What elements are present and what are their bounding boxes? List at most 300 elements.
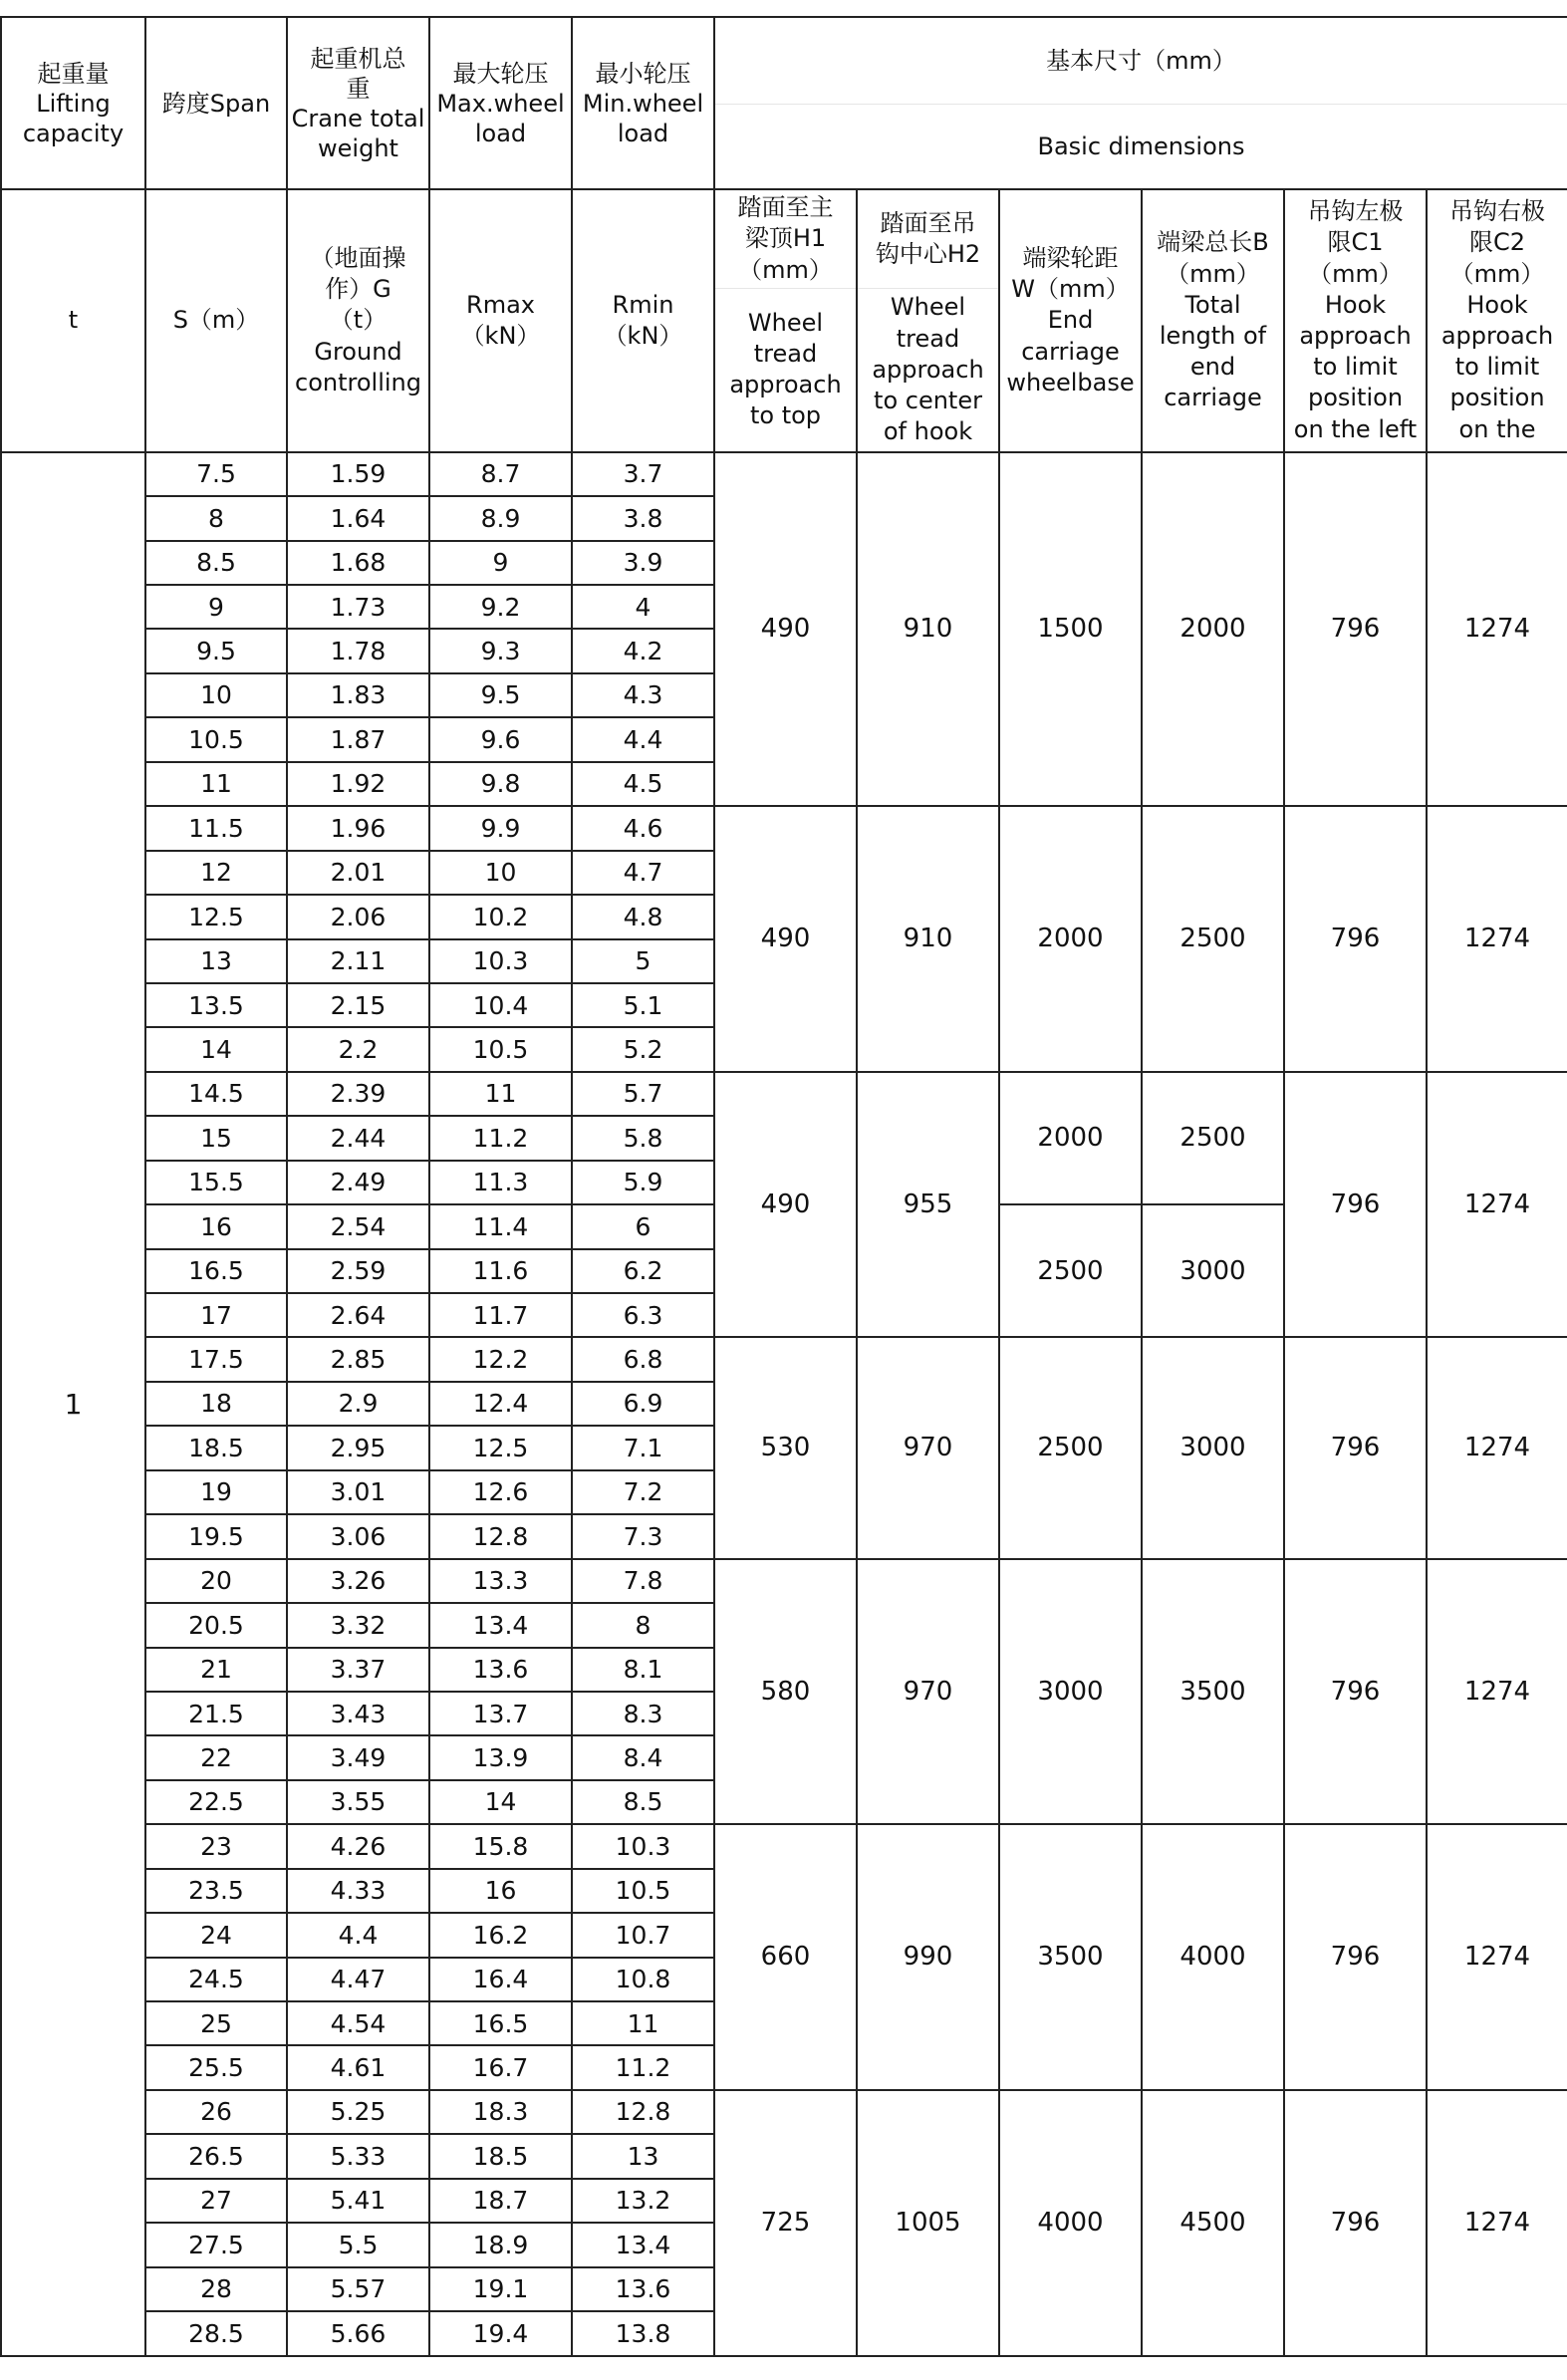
h1-cell: 490 [714,806,857,1072]
header-basic-dimensions-en: Basic dimensions [714,105,1567,190]
subheader-c1 [1284,189,1427,451]
rmin-cell: 3.9 [572,541,714,585]
span-cell: 14 [145,1027,287,1071]
subheader-h1-en-line: approach [729,371,842,399]
weight-cell: 3.06 [287,1514,429,1558]
header-max-wheel-load [429,17,572,189]
subheader-c1-line: 限C1 [1327,228,1384,257]
subheader-t [1,189,145,451]
span-cell: 12.5 [145,895,287,938]
rmax-cell: 12.6 [429,1470,572,1514]
rmax-cell: 10.3 [429,939,572,983]
b-cell: 2000 [1142,452,1284,807]
rmin-cell: 5.2 [572,1027,714,1071]
subheader-rmin [572,189,714,451]
rmin-cell: 13.8 [572,2311,714,2356]
rmax-cell: 12.5 [429,1426,572,1469]
rmax-cell: 10.2 [429,895,572,938]
subheader-w-line: carriage [1021,337,1120,366]
weight-cell: 4.4 [287,1913,429,1957]
rmin-cell: 8.3 [572,1692,714,1735]
subheader-c2 [1427,189,1567,451]
rmax-cell: 9.8 [429,762,572,806]
subheader-weight-g [287,189,429,451]
span-cell: 16.5 [145,1249,287,1293]
weight-cell: 2.9 [287,1382,429,1426]
h2-cell: 970 [857,1559,999,1825]
weight-cell: 4.47 [287,1958,429,2001]
rmin-cell: 13.2 [572,2179,714,2223]
header-lifting-capacity-line: 起重量 [37,59,110,88]
header-min-wheel-load [572,17,714,189]
subheader-b-line: length of [1159,321,1267,350]
subheader-weight-g-line: 作）G [325,275,392,304]
rmin-cell: 10.3 [572,1824,714,1868]
weight-cell: 5.41 [287,2179,429,2223]
rmax-cell: 13.7 [429,1692,572,1735]
table-row [1,452,1567,496]
span-cell: 22.5 [145,1780,287,1824]
weight-cell: 1.73 [287,585,429,629]
rmax-cell: 18.3 [429,2090,572,2134]
rmax-cell: 8.9 [429,496,572,540]
b-cell: 3000 [1142,1337,1284,1558]
subheader-w-line: wheelbase [1006,368,1135,397]
subheader-h2-en-line: of hook [883,417,973,446]
span-cell: 23.5 [145,1869,287,1913]
weight-cell: 1.92 [287,762,429,806]
header-row [1,17,1567,105]
span-cell: 24.5 [145,1958,287,2001]
c1-cell: 796 [1284,2090,1427,2356]
weight-cell: 3.26 [287,1559,429,1603]
rmin-cell: 3.7 [572,452,714,496]
weight-cell: 1.87 [287,717,429,761]
rmin-cell: 4.2 [572,629,714,672]
capacity-cell: 1 [1,452,145,2356]
subheader-c2-line: on the [1458,414,1536,443]
rmax-cell: 11.3 [429,1161,572,1204]
subheader-h1-cn-line: 踏面至主 [737,193,834,222]
weight-cell: 2.49 [287,1161,429,1204]
span-cell: 25 [145,2001,287,2045]
span-cell: 22 [145,1735,287,1779]
rmax-cell: 19.1 [429,2267,572,2311]
c2-cell: 1274 [1427,2090,1567,2356]
weight-cell: 2.64 [287,1293,429,1337]
w-cell: 2500 [999,1204,1142,1337]
span-cell: 27 [145,2179,287,2223]
rmin-cell: 5.9 [572,1161,714,1204]
rmin-cell: 5.7 [572,1072,714,1116]
subheader-h2-en-line: tread [896,324,960,353]
subheader-rmin-line: Rmin [612,290,674,319]
table-row [1,1072,1567,1116]
rmax-cell: 12.2 [429,1337,572,1381]
subheader-rmin-line: （kN） [603,321,683,350]
weight-cell: 4.26 [287,1824,429,1868]
weight-cell: 1.64 [287,496,429,540]
rmin-cell: 6.3 [572,1293,714,1337]
header-lifting-capacity-line: Lifting [36,89,111,118]
span-cell: 25.5 [145,2045,287,2089]
rmin-cell: 13 [572,2134,714,2178]
header-crane-weight-line: 起重机总 [310,44,406,73]
subheader-c2-line: 吊钩右极 [1449,197,1545,226]
span-cell: 15 [145,1116,287,1160]
header-crane-weight-line: weight [318,133,398,162]
b-cell: 3500 [1142,1559,1284,1825]
rmin-cell: 7.2 [572,1470,714,1514]
weight-cell: 1.68 [287,541,429,585]
rmax-cell: 11 [429,1072,572,1116]
rmax-cell: 11.4 [429,1204,572,1248]
subheader-h2-en [857,288,999,451]
subheader-span-s-line: S（m） [172,306,260,335]
span-cell: 14.5 [145,1072,287,1116]
subheader-h1-en-line: to top [749,401,822,430]
span-cell: 8.5 [145,541,287,585]
weight-cell: 2.59 [287,1249,429,1293]
c1-cell: 796 [1284,1072,1427,1338]
header-span-line: 跨度Span [161,89,271,118]
span-cell: 19 [145,1470,287,1514]
weight-cell: 5.33 [287,2134,429,2178]
weight-cell: 5.66 [287,2311,429,2356]
b-cell: 2500 [1142,1072,1284,1204]
rmin-cell: 11 [572,2001,714,2045]
b-cell: 4000 [1142,1824,1284,2090]
subheader-rmax [429,189,572,451]
weight-cell: 3.37 [287,1648,429,1692]
rmin-cell: 7.1 [572,1426,714,1469]
rmax-cell: 16.7 [429,2045,572,2089]
rmin-cell: 6 [572,1204,714,1248]
c1-cell: 796 [1284,1824,1427,2090]
subheader-c1-line: on the left [1293,414,1418,443]
rmin-cell: 13.4 [572,2223,714,2266]
rmin-cell: 6.2 [572,1249,714,1293]
h1-cell: 490 [714,452,857,807]
w-cell: 2000 [999,806,1142,1072]
rmin-cell: 8.4 [572,1735,714,1779]
h2-cell: 955 [857,1072,999,1338]
span-cell: 27.5 [145,2223,287,2266]
header-max-wheel-load-line: load [474,119,527,147]
header-min-wheel-load-line: 最小轮压 [595,59,691,88]
rmax-cell: 16.4 [429,1958,572,2001]
h1-cell: 490 [714,1072,857,1338]
subheader-c1-line: Hook [1324,290,1387,319]
span-cell: 24 [145,1913,287,1957]
table-body [1,17,1567,2356]
rmin-cell: 10.5 [572,1869,714,1913]
span-cell: 20 [145,1559,287,1603]
w-cell: 1500 [999,452,1142,807]
rmin-cell: 8.5 [572,1780,714,1824]
rmax-cell: 8.7 [429,452,572,496]
span-cell: 9.5 [145,629,287,672]
weight-cell: 5.5 [287,2223,429,2266]
b-cell: 3000 [1142,1204,1284,1337]
span-cell: 26.5 [145,2134,287,2178]
subheader-weight-g-line: （地面操 [310,243,406,272]
table-row [1,1559,1567,1603]
subheader-c2-line: position [1449,384,1545,412]
h2-cell: 910 [857,806,999,1072]
subheader-c1-line: position [1307,384,1404,412]
subheader-c2-line: approach [1440,321,1554,350]
weight-cell: 2.95 [287,1426,429,1469]
header-crane-weight-line: Crane total [291,104,425,132]
rmin-cell: 4.5 [572,762,714,806]
subheader-c1-line: 吊钩左极 [1307,197,1404,226]
rmax-cell: 18.5 [429,2134,572,2178]
weight-cell: 4.33 [287,1869,429,1913]
rmin-cell: 4.6 [572,806,714,850]
table-row [1,1824,1567,1868]
weight-cell: 3.01 [287,1470,429,1514]
c1-cell: 796 [1284,1559,1427,1825]
table-row [1,806,1567,850]
header-basic-dimensions-cn: 基本尺寸（mm） [714,17,1567,105]
rmin-cell: 4.8 [572,895,714,938]
header-lifting-capacity-line: capacity [22,119,125,147]
rmax-cell: 18.7 [429,2179,572,2223]
span-cell: 17 [145,1293,287,1337]
header-min-wheel-load-line: Min.wheel [582,89,704,118]
rmax-cell: 16.2 [429,1913,572,1957]
w-cell: 2500 [999,1337,1142,1558]
rmax-cell: 11.6 [429,1249,572,1293]
h1-cell: 530 [714,1337,857,1558]
weight-cell: 3.49 [287,1735,429,1779]
weight-cell: 5.57 [287,2267,429,2311]
header-crane-weight-line: 重 [346,74,371,103]
subheader-h2-en-line: approach [872,355,984,384]
span-cell: 9 [145,585,287,629]
rmin-cell: 5.1 [572,983,714,1027]
rmax-cell: 13.9 [429,1735,572,1779]
rmin-cell: 4.7 [572,851,714,895]
c2-cell: 1274 [1427,452,1567,807]
rmax-cell: 12.4 [429,1382,572,1426]
weight-cell: 1.83 [287,673,429,717]
w-cell: 3000 [999,1559,1142,1825]
subheader-h1-en-line: tread [753,340,818,369]
b-cell: 2500 [1142,806,1284,1072]
c2-cell: 1274 [1427,1559,1567,1825]
c1-cell: 796 [1284,806,1427,1072]
span-cell: 26 [145,2090,287,2134]
span-cell: 28 [145,2267,287,2311]
c2-cell: 1274 [1427,1337,1567,1558]
rmax-cell: 18.9 [429,2223,572,2266]
span-cell: 10 [145,673,287,717]
c2-cell: 1274 [1427,806,1567,1072]
subheader-h1-en-line: Wheel [747,308,824,337]
subheader-c2-line: Hook [1466,290,1528,319]
subheader-h1-cn [714,189,857,288]
h2-cell: 990 [857,1824,999,2090]
rmax-cell: 12.8 [429,1514,572,1558]
rmin-cell: 12.8 [572,2090,714,2134]
subheader-h2-cn-line: 踏面至吊 [880,208,976,237]
span-cell: 28.5 [145,2311,287,2356]
subheader-c1-line: approach [1299,321,1412,350]
subheader-b-line: 端梁总长B [1157,228,1269,257]
weight-cell: 3.55 [287,1780,429,1824]
subheader-b-line: end [1189,353,1236,382]
rmin-cell: 6.9 [572,1382,714,1426]
subheader-c2-line: to limit [1454,353,1540,382]
span-cell: 19.5 [145,1514,287,1558]
span-cell: 7.5 [145,452,287,496]
rmin-cell: 10.7 [572,1913,714,1957]
weight-cell: 2.11 [287,939,429,983]
span-cell: 20.5 [145,1603,287,1647]
subheader-weight-g-line: Ground [314,337,402,366]
rmin-cell: 13.6 [572,2267,714,2311]
crane-spec-table [0,16,1567,2357]
c2-cell: 1274 [1427,1824,1567,2090]
h2-cell: 970 [857,1337,999,1558]
rmax-cell: 10.4 [429,983,572,1027]
span-cell: 11 [145,762,287,806]
span-cell: 12 [145,851,287,895]
rmin-cell: 7.8 [572,1559,714,1603]
subheader-c2-line: 限C2 [1468,228,1526,257]
rmax-cell: 10 [429,851,572,895]
subheader-c2-line: （mm） [1449,259,1545,288]
subheader-span-s [145,189,287,451]
span-cell: 21.5 [145,1692,287,1735]
span-cell: 21 [145,1648,287,1692]
subheader-w-line: 端梁轮距 [1022,243,1119,272]
weight-cell: 2.01 [287,851,429,895]
c1-cell: 796 [1284,1337,1427,1558]
rmax-cell: 19.4 [429,2311,572,2356]
subheader-weight-g-line: （t） [329,306,388,335]
subheader-rmax-line: （kN） [460,321,541,350]
subheader-c1-line: （mm） [1308,259,1403,288]
weight-cell: 3.43 [287,1692,429,1735]
rmax-cell: 11.2 [429,1116,572,1160]
rmax-cell: 13.6 [429,1648,572,1692]
span-cell: 10.5 [145,717,287,761]
subheader-row [1,189,1567,288]
header-max-wheel-load-line: 最大轮压 [452,59,549,88]
weight-cell: 2.06 [287,895,429,938]
weight-cell: 2.54 [287,1204,429,1248]
header-min-wheel-load-line: load [617,119,669,147]
subheader-h1-cn-line: 梁顶H1 [744,224,827,253]
subheader-b-line: （mm） [1166,259,1260,288]
rmax-cell: 9 [429,541,572,585]
span-cell: 13.5 [145,983,287,1027]
rmin-cell: 5.8 [572,1116,714,1160]
rmax-cell: 11.7 [429,1293,572,1337]
subheader-w [999,189,1142,451]
subheader-w-line: End [1047,306,1094,335]
rmin-cell: 8 [572,1603,714,1647]
span-cell: 8 [145,496,287,540]
rmax-cell: 16 [429,1869,572,1913]
w-cell: 4000 [999,2090,1142,2356]
rmax-cell: 9.6 [429,717,572,761]
weight-cell: 4.54 [287,2001,429,2045]
weight-cell: 3.32 [287,1603,429,1647]
subheader-b-line: Total [1184,290,1241,319]
subheader-rmax-line: Rmax [466,290,535,319]
subheader-c1-line: to limit [1313,353,1398,382]
header-crane-weight [287,17,429,189]
b-cell: 4500 [1142,2090,1284,2356]
weight-cell: 2.39 [287,1072,429,1116]
subheader-h2-cn-line: 钩中心H2 [875,240,981,269]
c1-cell: 796 [1284,452,1427,807]
c2-cell: 1274 [1427,1072,1567,1338]
subheader-b-line: carriage [1164,384,1262,412]
rmax-cell: 9.3 [429,629,572,672]
rmin-cell: 7.3 [572,1514,714,1558]
h1-cell: 725 [714,2090,857,2356]
weight-cell: 4.61 [287,2045,429,2089]
rmax-cell: 9.2 [429,585,572,629]
weight-cell: 1.78 [287,629,429,672]
rmin-cell: 3.8 [572,496,714,540]
header-span [145,17,287,189]
span-cell: 11.5 [145,806,287,850]
rmax-cell: 16.5 [429,2001,572,2045]
span-cell: 18 [145,1382,287,1426]
table-row [1,1337,1567,1381]
weight-cell: 1.96 [287,806,429,850]
subheader-h2-en-line: to center [874,386,982,414]
subheader-h1-cn-line: （mm） [738,255,833,284]
rmin-cell: 5 [572,939,714,983]
subheader-h1-en [714,288,857,451]
rmin-cell: 4 [572,585,714,629]
span-cell: 16 [145,1204,287,1248]
span-cell: 17.5 [145,1337,287,1381]
span-cell: 13 [145,939,287,983]
rmax-cell: 14 [429,1780,572,1824]
h2-cell: 910 [857,452,999,807]
span-cell: 18.5 [145,1426,287,1469]
table-row [1,2090,1567,2134]
rmin-cell: 11.2 [572,2045,714,2089]
rmin-cell: 6.8 [572,1337,714,1381]
weight-cell: 5.25 [287,2090,429,2134]
span-cell: 15.5 [145,1161,287,1204]
subheader-t-line: t [68,306,79,335]
weight-cell: 2.2 [287,1027,429,1071]
weight-cell: 2.85 [287,1337,429,1381]
w-cell: 3500 [999,1824,1142,2090]
header-lifting-capacity [1,17,145,189]
weight-cell: 2.44 [287,1116,429,1160]
rmin-cell: 8.1 [572,1648,714,1692]
w-cell: 2000 [999,1072,1142,1204]
subheader-weight-g-line: controlling [295,368,421,397]
span-cell: 23 [145,1824,287,1868]
subheader-w-line: W（mm） [1011,275,1130,304]
rmin-cell: 4.4 [572,717,714,761]
rmax-cell: 15.8 [429,1824,572,1868]
weight-cell: 2.15 [287,983,429,1027]
rmax-cell: 13.4 [429,1603,572,1647]
